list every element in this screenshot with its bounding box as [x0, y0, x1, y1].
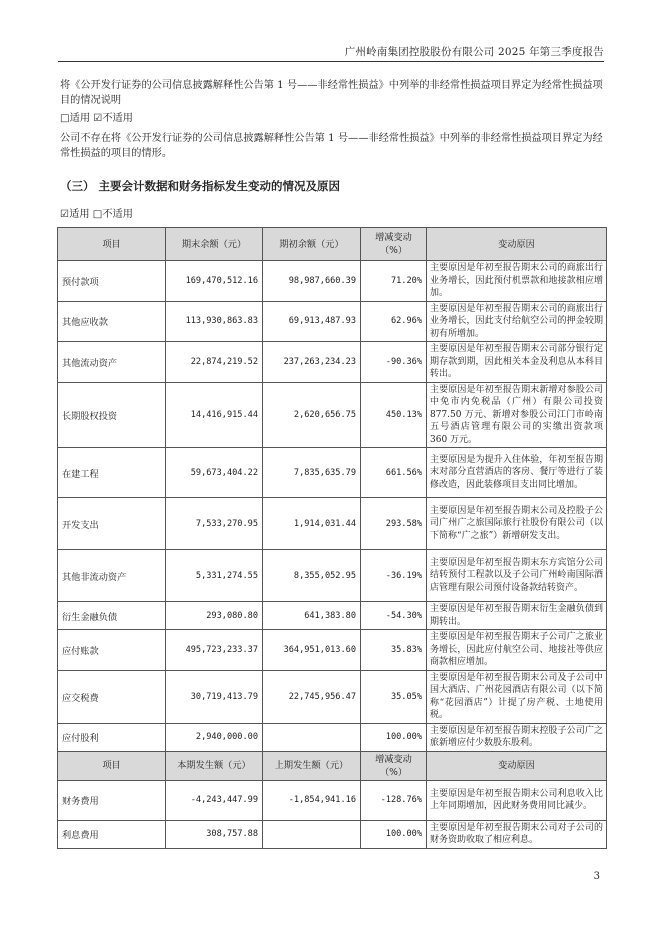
table-row: [58, 723, 607, 751]
row-change-cell: -90.36%: [361, 342, 427, 383]
balance-rows: [58, 261, 607, 752]
row-change-cell: -36.19%: [361, 550, 427, 602]
table-header-row: [58, 228, 607, 261]
row-item-cell: 在建工程: [58, 448, 166, 498]
row-change-cell: 62.96%: [361, 301, 427, 342]
section-title: （三） 主要会计数据和财务指标发生变动的情况及原因: [60, 179, 341, 193]
row-end-cell: 2,940,000.00: [166, 723, 263, 751]
row-end-cell: 495,723,233.37: [166, 630, 263, 671]
row-item-cell: 开发支出: [58, 498, 166, 550]
table-header-row: [58, 751, 607, 780]
income-rows: [58, 751, 607, 848]
row-reason-cell: 主要原因是年初至报告期末新增对参股公司中免市内免税品（广州）有限公司投资 877.50 万元、新增对参股公司江门市岭南五号酒店管理有限公司的实缴出资款项 360 万元。: [427, 382, 607, 448]
row-end-cell: 308,757.88: [166, 820, 263, 848]
row-item-cell: 应付股利: [58, 723, 166, 751]
row-reason-cell: 主要原因是年初至报告期末公司部分银行定期存款到期，因此相关本金及利息从本科目转出。: [427, 342, 607, 383]
row-begin-cell: 237,263,234.23: [263, 342, 361, 383]
header-cell: 项目: [58, 751, 166, 780]
row-begin-cell: 22,745,956.47: [263, 670, 361, 723]
table-row: [58, 550, 607, 602]
row-item-cell: 其他非流动资产: [58, 550, 166, 602]
row-begin-cell: [263, 820, 361, 848]
row-change-cell: 661.56%: [361, 448, 427, 498]
table-row: [58, 498, 607, 550]
row-item-cell: 其他应收款: [58, 301, 166, 342]
row-reason-cell: 主要原因是年初至报告期末公司及子公司中国大酒店、广州花园酒店有限公司（以下简称“花园酒店”）计提了房产税、土地使用税。: [427, 670, 607, 723]
nonrecurring-reclass-heading: 将《公开发行证券的公司信息披露解释性公告第 1 号——非经常性损益》中列举的非经常性损益项目界定为经常性损益项目的情况说明: [60, 80, 603, 106]
table-row: [58, 301, 607, 342]
table-row: [58, 670, 607, 723]
row-change-cell: 450.13%: [361, 382, 427, 448]
row-change-cell: 35.05%: [361, 670, 427, 723]
row-reason-cell: 主要原因是年初至报告期末衍生金融负债到期转出。: [427, 602, 607, 630]
table-row: [58, 382, 607, 448]
row-end-cell: 30,719,413.79: [166, 670, 263, 723]
row-item-cell: 应付账款: [58, 630, 166, 671]
row-end-cell: 293,080.80: [166, 602, 263, 630]
row-change-cell: 293.58%: [361, 498, 427, 550]
row-end-cell: -4,243,447.99: [166, 780, 263, 820]
table-row: [58, 630, 607, 671]
row-reason-cell: 主要原因是年初至报告期末公司的商旅出行业务增长，因此预付机票款和地接款相应增加。: [427, 261, 607, 302]
header-cell: 上期发生额（元）: [263, 751, 361, 780]
row-begin-cell: 641,383.80: [263, 602, 361, 630]
financial-changes-table: [57, 227, 607, 849]
row-end-cell: 59,673,404.22: [166, 448, 263, 498]
row-end-cell: 113,930,863.83: [166, 301, 263, 342]
applicability-checkbox-1: □适用 ☑不适用: [60, 113, 133, 124]
header-cell: 变动原因: [427, 228, 607, 261]
table-row: [58, 820, 607, 848]
row-begin-cell: 98,987,660.39: [263, 261, 361, 302]
nonrecurring-reclass-statement: 公司不存在将《公开发行证券的公司信息披露解释性公告第 1 号——非经常性损益》中列举的非经常性损益项目界定为经常性损益的项目的情形。: [60, 133, 603, 159]
row-end-cell: 22,874,219.52: [166, 342, 263, 383]
row-reason-cell: 主要原因是年初至报告期末公司的商旅出行业务增长，因此支付给航空公司的押金较期初有所增加。: [427, 301, 607, 342]
row-begin-cell: -1,854,941.16: [263, 780, 361, 820]
row-item-cell: 应交税费: [58, 670, 166, 723]
row-change-cell: 35.83%: [361, 630, 427, 671]
row-item-cell: 利息费用: [58, 820, 166, 848]
table-row: [58, 780, 607, 820]
row-item-cell: 财务费用: [58, 780, 166, 820]
row-reason-cell: 主要原因是年初至报告期末东方宾馆分公司结转预付工程款以及子公司广州岭南国际酒店管理有限公司预付设备款结转资产。: [427, 550, 607, 602]
header-divider: [58, 61, 604, 62]
row-end-cell: 7,533,270.95: [166, 498, 263, 550]
row-begin-cell: [263, 723, 361, 751]
row-reason-cell: 主要原因是年初至报告期末公司及控股子公司广州广之旅国际旅行社股份有限公司（以下简称“广之旅”）新增研发支出。: [427, 498, 607, 550]
row-item-cell: 预付款项: [58, 261, 166, 302]
row-item-cell: 长期股权投资: [58, 382, 166, 448]
row-reason-cell: 主要原因是年初至报告期末公司利息收入比上年同期增加，因此财务费用同比减少。: [427, 780, 607, 820]
row-begin-cell: 364,951,013.60: [263, 630, 361, 671]
header-cell: 项目: [58, 228, 166, 261]
row-begin-cell: 2,620,656.75: [263, 382, 361, 448]
row-item-cell: 衍生金融负债: [58, 602, 166, 630]
row-begin-cell: 7,835,635.79: [263, 448, 361, 498]
header-cell: 增减变动（%）: [361, 751, 427, 780]
row-change-cell: 71.20%: [361, 261, 427, 302]
row-end-cell: 169,470,512.16: [166, 261, 263, 302]
applicability-checkbox-2: ☑适用 □不适用: [60, 209, 133, 220]
row-change-cell: -54.30%: [361, 602, 427, 630]
header-cell: 期初余额（元）: [263, 228, 361, 261]
header-cell: 期末余额（元）: [166, 228, 263, 261]
row-end-cell: 5,331,274.55: [166, 550, 263, 602]
header-cell: 增减变动（%）: [361, 228, 427, 261]
row-reason-cell: 主要原因是年初至报告期末子公司广之旅业务增长，因此应付航空公司、地接社等供应商款相应增加。: [427, 630, 607, 671]
row-reason-cell: 主要原因是年初至报告期末公司对子公司的财务资助收取了相应利息。: [427, 820, 607, 848]
report-header-title: 广州岭南集团控股股份有限公司 2025 年第三季度报告: [344, 46, 604, 58]
table-row: [58, 602, 607, 630]
row-reason-cell: 主要原因是为提升入住体验，年初至报告期末对部分直营酒店的客房、餐厅等进行了装修改造，因此装修项目支出同比增加。: [427, 448, 607, 498]
row-begin-cell: 1,914,031.44: [263, 498, 361, 550]
row-change-cell: -128.76%: [361, 780, 427, 820]
row-change-cell: 100.00%: [361, 723, 427, 751]
table-row: [58, 448, 607, 498]
page-number: 3: [593, 871, 600, 882]
row-begin-cell: 8,355,052.95: [263, 550, 361, 602]
table-row: [58, 342, 607, 383]
row-begin-cell: 69,913,487.93: [263, 301, 361, 342]
row-end-cell: 14,416,915.44: [166, 382, 263, 448]
row-change-cell: 100.00%: [361, 820, 427, 848]
table-row: [58, 261, 607, 302]
row-reason-cell: 主要原因是年初至报告期末控股子公司广之旅新增应付少数股东股利。: [427, 723, 607, 751]
header-cell: 本期发生额（元）: [166, 751, 263, 780]
header-cell: 变动原因: [427, 751, 607, 780]
row-item-cell: 其他流动资产: [58, 342, 166, 383]
